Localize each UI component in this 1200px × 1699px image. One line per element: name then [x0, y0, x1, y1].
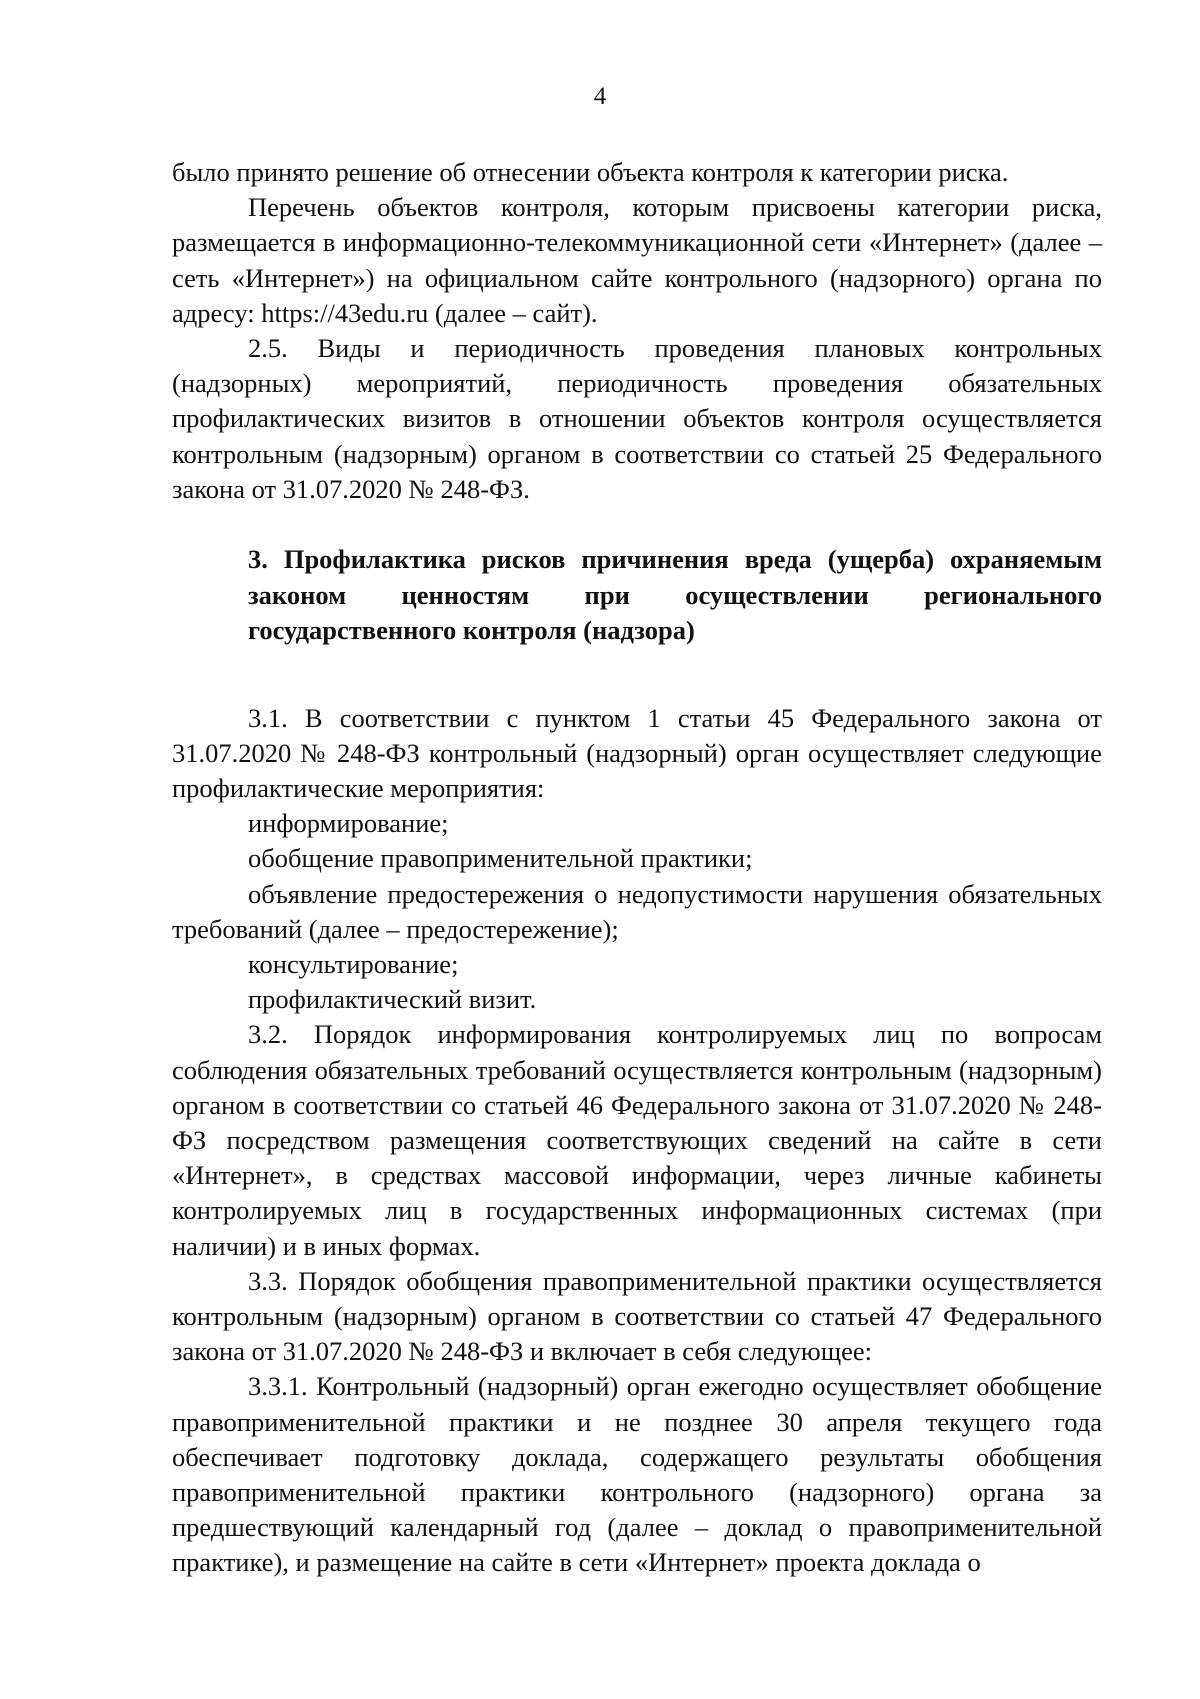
list-item-preventive-visit: профилактический визит. [248, 984, 537, 1015]
paragraph-objects-list: Перечень объектов контроля, которым присвоены категории риска, размещается в информационно-телекоммуникационной сети «Интернет» (далее – сеть «Интернет») на официальном сайте контрольного (надзорного) органа по адресу: https://43edu.ru (далее – сайт). [172, 192, 1102, 328]
list-item-warning: объявление предостережения о недопустимости нарушения обязательных требований (далее – предостережение); [172, 878, 1102, 944]
paragraph-continuation: было принято решение об отнесении объекта контроля к категории риска. [172, 157, 1009, 187]
paragraph-3-2: 3.2. Порядок информирования контролируемых лиц по вопросам соблюдения обязательных требований осуществляется контрольным (надзорным) органом в соответствии со статьей 46 Федерального закона от 31.07.2020 № 248-ФЗ посредством размещения соответствующих сведений на сайте в сети «Интернет», в средствах массовой информации, через личные кабинеты контролируемых лиц в государственных информационных системах (при наличии) и в иных формах. [172, 1019, 1102, 1261]
paragraph-3-3-1: 3.3.1. Контрольный (надзорный) орган ежегодно осуществляет обобщение правоприменительной практики и не позднее 30 апреля текущего года обеспечивает подготовку доклада, содержащего результаты обобщения правоприменительной практики контрольного (надзорного) органа за предшествующий календарный год (далее – доклад о правоприменительной практике), и размещение на сайте в сети «Интернет» проекта доклада о [172, 1371, 1102, 1578]
list-item-consulting: консультирование; [248, 948, 459, 979]
document-body [172, 155, 1102, 1581]
list-item-informing: информирование; [248, 808, 449, 839]
section-heading: 3. Профилактика рисков причинения вреда (ущерба) охраняемым законом ценностям при осуществлении регионального государственного контроля (надзора) [248, 544, 1102, 646]
paragraph-2-5: 2.5. Виды и периодичность проведения плановых контрольных (надзорных) мероприятий, периодичность проведения обязательных профилактических визитов в отношении объектов контроля осуществляется контрольным (надзорным) органом в соответствии со статьей 25 Федерального закона от 31.07.2020 № 248-ФЗ. [172, 333, 1102, 504]
page-number: 4 [593, 83, 607, 110]
paragraph-3-3: 3.3. Порядок обобщения правоприменительной практики осуществляется контрольным (надзорным) органом в соответствии со статьей 47 Федерального закона от 31.07.2020 № 248-ФЗ и включает в себя следующее: [172, 1265, 1102, 1367]
paragraph-3-1: 3.1. В соответствии с пунктом 1 статьи 45 Федерального закона от 31.07.2020 № 248-ФЗ контрольный (надзорный) орган осуществляет следующие профилактические мероприятия: [172, 702, 1102, 803]
list-item-generalization: обобщение правоприменительной практики; [248, 843, 753, 874]
